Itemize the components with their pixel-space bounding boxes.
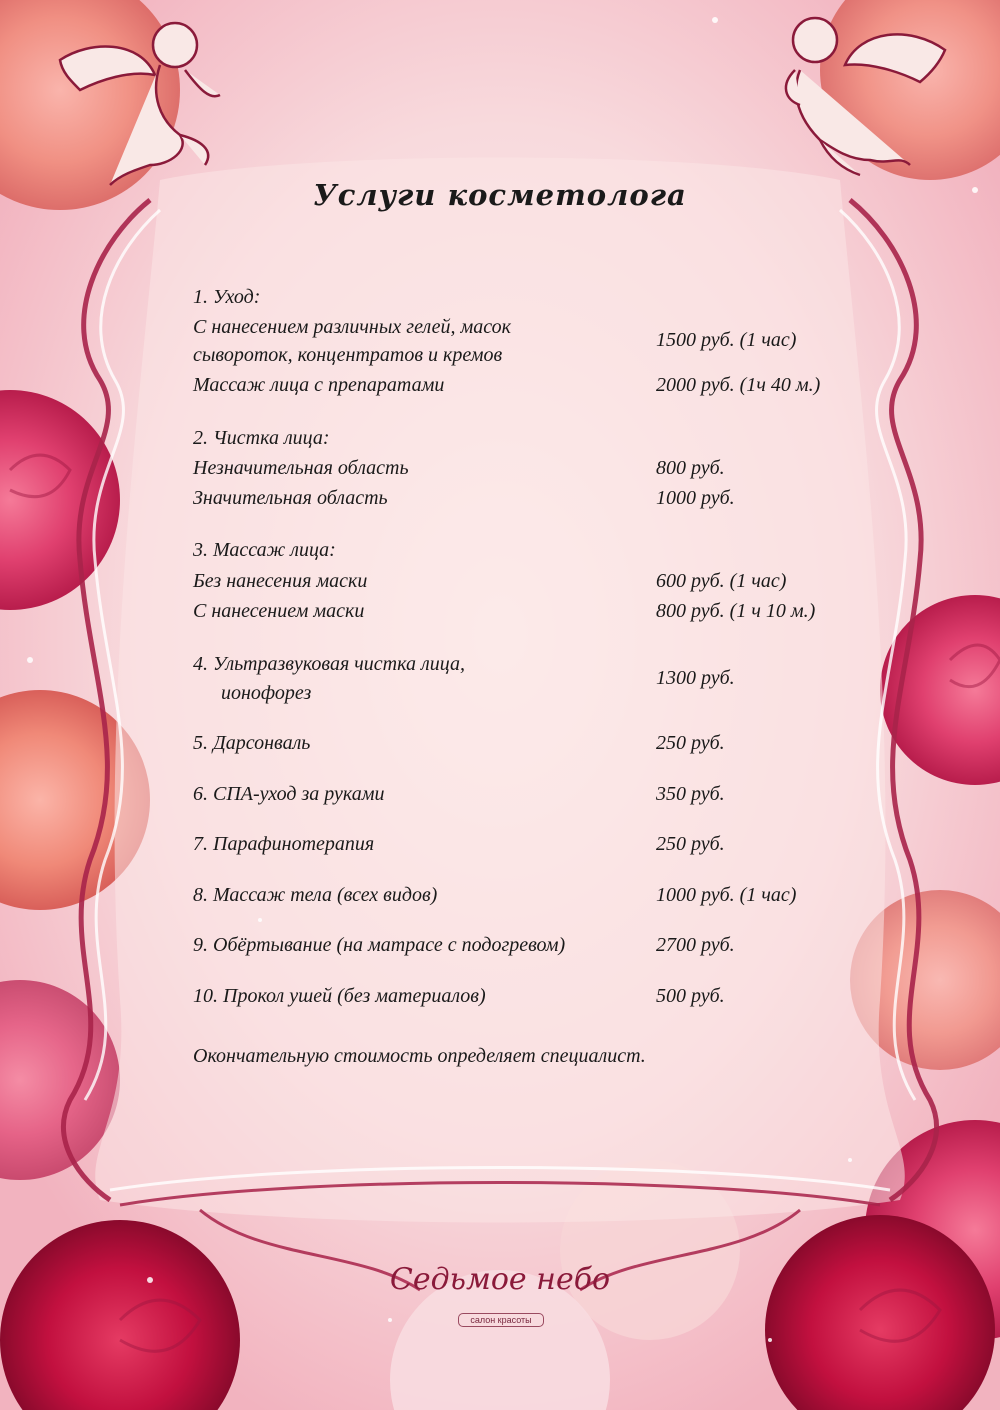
section-cleaning-heading: 2. Чистка лица: xyxy=(193,427,330,449)
spa-hands-price: 350 руб. xyxy=(656,783,725,805)
paraffin-therapy-price: 250 руб. xyxy=(656,833,725,855)
section-care-heading: 1. Уход: xyxy=(193,286,261,308)
cleaning-small-area: Незначительная область xyxy=(193,457,409,479)
massage-no-mask: Без нанесения маски xyxy=(193,570,368,592)
salon-logo-name: Седьмое небо xyxy=(389,1262,611,1297)
page-title: Услуги косметолога xyxy=(313,178,687,212)
care-price: 1500 руб. (1 час) xyxy=(656,329,797,351)
massage-with-mask: С нанесением маски xyxy=(193,600,365,622)
ear-piercing-price: 500 руб. xyxy=(656,985,725,1007)
care-line-1: С нанесением различных гелей, масок xyxy=(193,316,512,338)
section-face-massage-heading: 3. Массаж лица: xyxy=(193,539,336,561)
ear-piercing: 10. Прокол ушей (без материалов) xyxy=(193,985,486,1007)
darsonval: 5. Дарсонваль xyxy=(193,732,311,754)
body-wrap: 9. Обёртывание (на матрасе с подогревом) xyxy=(193,934,566,956)
final-price-note: Окончательную стоимость определяет специалист. xyxy=(193,1045,646,1067)
ultrasound-line-1: 4. Ультразвуковая чистка лица, xyxy=(193,653,465,675)
face-massage-preparations-price: 2000 руб. (1ч 40 м.) xyxy=(656,374,821,396)
face-massage-preparations: Массаж лица с препаратами xyxy=(193,374,445,396)
body-wrap-price: 2700 руб. xyxy=(656,934,735,956)
salon-logo-subtitle: салон красоты xyxy=(458,1313,544,1327)
care-line-2: сывороток, концентратов и кремов xyxy=(193,344,503,366)
darsonval-price: 250 руб. xyxy=(656,732,725,754)
body-massage-price: 1000 руб. (1 час) xyxy=(656,884,797,906)
cleaning-small-area-price: 800 руб. xyxy=(656,457,725,479)
ultrasound-line-2: ионофорез xyxy=(221,682,312,704)
massage-with-mask-price: 800 руб. (1 ч 10 м.) xyxy=(656,600,816,622)
body-massage: 8. Массаж тела (всех видов) xyxy=(193,884,438,906)
cleaning-large-area: Значительная область xyxy=(193,487,388,509)
spa-hands: 6. СПА-уход за руками xyxy=(193,783,385,805)
ultrasound-price: 1300 руб. xyxy=(656,667,735,689)
cleaning-large-area-price: 1000 руб. xyxy=(656,487,735,509)
massage-no-mask-price: 600 руб. (1 час) xyxy=(656,570,787,592)
paraffin-therapy: 7. Парафинотерапия xyxy=(193,833,375,855)
